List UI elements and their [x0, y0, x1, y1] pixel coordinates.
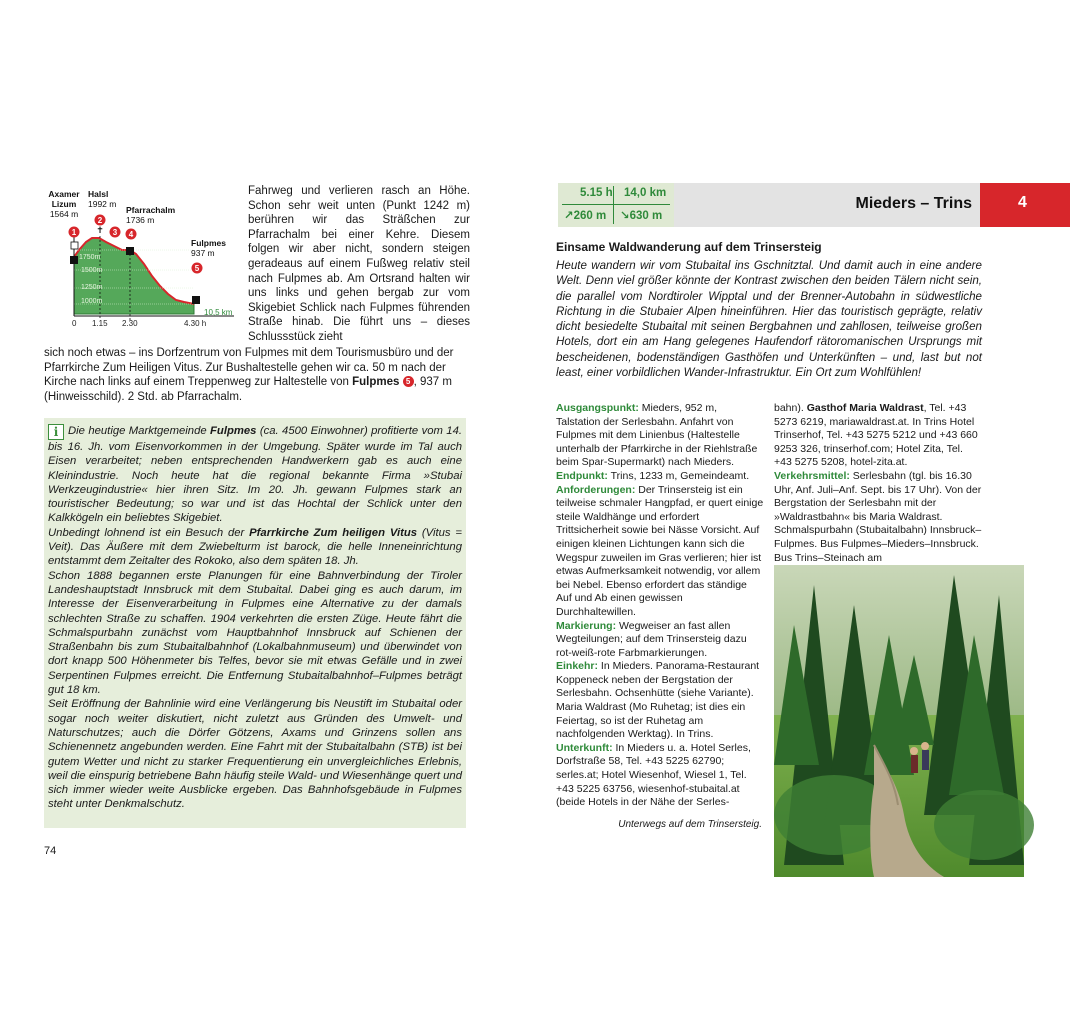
- info-paragraph: Seit Eröffnung der Bahnlinie wird eine Verlängerung bis Neustift im Stubaital oder sogar noch weiter diskutiert, nicht zuletzt aus Gründen des Umwelt- und Naturschutzes; auch die Dörfer Götzens, Axams und Grinzens sollen ans Schienennetz angebunden werden. Eine Fahrt mit der Stubaitalbahn (STB) ist bei gutem Wetter und nicht zu starker Frequentierung ein unvergleichliches Erlebnis, weil die einspurig betriebene Bahn häufig steile Wald- und Wiesenhänge quert und sich immer wieder weite Ausblicke ergeben. Das Bahnhofsgebäude in Fulpmes steht unter Denkmalschutz.: [48, 698, 462, 811]
- info-bold: Fulpmes: [210, 425, 257, 437]
- profile-y-tick: 1750m: [79, 254, 101, 261]
- fact-text: Mieders, 952 m, Talstation der Serlesbahn. Anfahrt von Fulpmes mit dem Linienbus (Haltestelle unterhalb der Pfarrkirche in der Riehlstraße beim Spar-Supermarkt) nach Mieders.: [556, 402, 758, 469]
- profile-label-fulpmes: [191, 238, 226, 258]
- info-text: Unbedingt lohnend ist ein Besuch der: [48, 526, 250, 539]
- profile-x-tick: 4.30 h: [184, 319, 207, 328]
- route-header: [558, 183, 1027, 227]
- fact-bold: Gasthof Maria Waldrast: [806, 402, 924, 414]
- profile-point-elevation: 1736 m: [126, 215, 155, 225]
- facts-column-2: [774, 402, 982, 565]
- fact-text: Trins, 1233 m, Gemeindeamt.: [607, 469, 750, 482]
- profile-y-tick: 1500m: [81, 267, 103, 274]
- profile-point-name: Axamer Lizum: [48, 189, 80, 209]
- info-box: [44, 418, 466, 828]
- route-description-text: sich noch etwas – ins Dorfzentrum von Fulpmes mit dem Tourismusbüro und der Pfarrkirche Zum Heiligen Vitus. Zur Bushaltestelle gehen wir ca. 50 m nach der Kirche nach links auf einem Treppenweg zur Haltestelle von: [44, 347, 454, 389]
- fact-text: In Mieders u. a. Hotel Serles, Dorfstraße 58, Tel. +43 5225 62790; serles.at; Hotel Wiesenhof, Wiesel 1, Tel. +43 5225 63756, wiesenhof-stubaital.at (beide Hotels in der Nähe der Serles-: [556, 741, 751, 809]
- photo-caption: Unterwegs auf dem Trinsersteig.: [618, 819, 762, 830]
- label-refreshment: Einkehr:: [556, 660, 599, 673]
- fact-text: Der Trinsersteig ist ein teilweise schmaler Hangpfad, er quert einige steile Waldhänge und erfordert Trittsicherheit sowie bei Nässe Vorsicht. Auf einigen kleinen Lichtungen kann sich die Wegspur zuweilen im Gras verlieren; hier ist etwas Aufmerksamkeit notwendig, vor allem bei Nebel. Ebenso erfordert das ständige Auf und Ab einen gewissen Durchhaltewillen.: [556, 483, 764, 618]
- profile-point-elevation: 1992 m: [88, 199, 117, 209]
- route-title: Mieders – Trins: [855, 195, 972, 212]
- profile-distance: 10,5 km: [204, 308, 233, 317]
- info-paragraph: [48, 424, 462, 526]
- profile-x-tick: 1.15: [92, 319, 108, 328]
- profile-x-tick: 2.30: [122, 319, 138, 328]
- profile-point-elevation: 1564 m: [49, 209, 79, 219]
- label-requirements: Anforderungen:: [556, 483, 636, 496]
- svg-text:2: 2: [97, 216, 103, 225]
- route-intro: Heute wandern wir vom Stubaital ins Gschnitztal. Und damit auch in eine andere Welt. Denn viel größer könnte der Kontrast zwischen den beiden Tälern nicht sein, die parallel vom Nordtiroler Wipptal und der Brenner-Autobahn in südwestliche Richtung in die Stubaier Alpen hineinführen. Hier das touristisch geprägte, relativ dicht besiedelte Stubaital mit seinen Bergbahnen und zahllosen, teilweise großen Hotels, dort ein am Hang gelegenes Haufendorf rätoromanischen Ursprungs mit bescheidenen, bodenständigen Gasthöfen und Unterkünften – und, last but not least, einer vorbildlichen Wander-Infrastruktur. Ein Ort zum Wohlfühlen!: [556, 259, 982, 380]
- facts-column-1: [556, 402, 764, 810]
- profile-point-elevation: 937 m: [191, 248, 215, 258]
- fact-text: Wegweiser an fast allen Wegteilungen; auf dem Trinsersteig dazu rot-weiß-rote Farbmarkierungen.: [556, 619, 747, 659]
- profile-point-name: Halsl: [88, 189, 109, 199]
- svg-text:5: 5: [194, 264, 200, 273]
- fact-text: bahn).: [774, 402, 807, 414]
- left-page: [0, 0, 512, 1024]
- info-paragraph: Schon 1888 begannen erste Planungen für eine Bahnverbindung der Tiroler Landeshauptstadt Innsbruck mit dem Stubaital. Dabei ging es auch darum, im Interesse der Eisenverarbeitung in Fulpmes eine Alternative zu der damals schlechten Straße zu schaffen. 1904 verkehrten die ersten Züge. Heute fährt die Schmalspurbahn zunächst vom Hauptbahnhof Innsbruck auf Schienen der Straßenbahn bis zum Stubaitalbahnhof (Lokalbahnmuseum) und überwindet von dort knapp 500 Höhenmeter bis Telfes, bevor sie mit etwas Gefälle und in zwei Serpentinen Fulpmes erreicht. Die Entfernung Stubaitalbahnhof–Fulpmes beträgt gut 18 km.: [48, 569, 462, 697]
- trail-photo: [774, 565, 1024, 877]
- label-accommodation: Unterkunft:: [556, 741, 613, 754]
- profile-point-name: Pfarrachalm: [126, 205, 176, 215]
- stat-duration: 5.15 h: [580, 187, 613, 199]
- stats-divider: [562, 204, 670, 205]
- stat-descent: ↘630 m: [620, 210, 663, 222]
- label-end: Endpunkt:: [556, 469, 608, 482]
- route-stats: [558, 183, 674, 227]
- info-text: (ca. 4500 Einwohner) profitierte vom 14. bis 16. Jh. vom Eisenvorkommen in der Umgebung. Später wurde im Tal auch Eisen verarbeitet; neben entsprechenden Handwerkern gab es auch eine Kleinindustrie. Noch heute hat die regional bekannte Firma »Stubai Werkzeugindustrie« hier ihren Sitz. Im 20. Jh. gewann Fulpmes stark an touristischer Bedeutung; so war und ist das Hochtal der Schlick unter den Kalkkögeln ein beliebtes Skigebiet.: [48, 425, 462, 525]
- route-description-top: Fahrweg und verlieren rasch an Höhe. Schon sehr weit unten (Punkt 1242 m) berühren wir das Sträßchen zur Pfarrachalm bei einer Kehre. Diesem folgen wir aber nicht, sondern steigen geradeaus auf einem Fußweg relativ steil nach Fulpmes ab. Am Ortsrand halten wir uns links und gehen bergab zur vom Skigebiet Schlick nach Fulpmes führenden Straße hinab. Die führt uns – dieses Schlussstück zieht: [248, 185, 470, 343]
- profile-point-name: Fulpmes: [191, 238, 226, 248]
- profile-label-halsl: [88, 189, 116, 209]
- profile-x-tick: 0: [72, 319, 77, 328]
- title-bar: [674, 183, 980, 227]
- profile-label-axamer: [46, 189, 82, 219]
- route-description-bottom: [44, 346, 470, 404]
- svg-text:4: 4: [128, 230, 134, 239]
- page-number: 74: [44, 845, 57, 857]
- place-name: Fulpmes: [352, 376, 400, 389]
- fact-text: In Mieders. Panorama-Restaurant Koppeneck neben der Bergstation der Serlesbahn. Ochsenhütte (siehe Variante). Maria Waldrast (Mo Ruhetag; ist dies ein Feiertag, so ist der Ruhetag am nachfolgenden Werktag). In Trins.: [556, 660, 760, 741]
- stat-ascent: ↗260 m: [564, 210, 607, 222]
- waypoint-marker: 5: [403, 376, 414, 387]
- stats-divider: [613, 186, 614, 224]
- profile-y-tick: 1000m: [81, 298, 103, 305]
- profile-label-pfarrachalm: [126, 205, 175, 225]
- forest-path-image: [774, 565, 1024, 877]
- profile-y-tick: 1250m: [81, 284, 103, 291]
- label-start: Ausgangspunkt:: [556, 402, 639, 414]
- fact-text: Serlesbahn (tgl. bis 16.30 Uhr, Anf. Juli–Anf. Sept. bis 17 Uhr). Von der Bergstation der Serlesbahn mit der »Waldrastbahn« bis Maria Waldrast. Schmalspurbahn (Stubaitalbahn) Innsbruck–Fulpmes. Bus Fulpmes–Mieders–Innsbruck. Bus Trins–Steinach am: [774, 469, 982, 564]
- route-number-box: [980, 183, 1070, 227]
- route-description-text: , 937 m (Hinweisschild). 2 Std. ab Pfarrachalm.: [44, 376, 452, 403]
- elevation-profile: [44, 180, 244, 340]
- svg-text:✝: ✝: [96, 225, 104, 235]
- stat-distance: 14,0 km: [624, 187, 667, 199]
- info-text: Die heutige Marktgemeinde: [68, 425, 211, 437]
- route-subtitle: Einsame Waldwanderung auf dem Trinsersteig: [556, 240, 822, 254]
- fact-text: , Tel. +43 5273 6219, mariawaldrast.at. In Trins Hotel Trinserhof, Tel. +43 5275 5212 und +43 660 9253 326, trinserhof.com; Hotel Zita, Tel. +43 5275 5208, hotel-zita.at.: [774, 402, 978, 469]
- svg-text:3: 3: [112, 228, 118, 237]
- label-transport: Verkehrsmittel:: [774, 469, 850, 482]
- svg-text:1: 1: [71, 228, 77, 237]
- label-marking: Markierung:: [556, 619, 617, 632]
- info-bold: Pfarrkirche Zum heiligen Vitus: [249, 526, 418, 539]
- info-paragraph: [48, 526, 462, 569]
- info-text: (Vitus = Veit). Das Äußere mit dem Zwiebelturm ist barock, die helle Inneneinrichtung entstammt dem Zeitalter des Rokoko, also dem späten 18. Jh.: [48, 526, 462, 568]
- route-number: 4: [1018, 194, 1027, 211]
- info-icon: i: [48, 424, 64, 440]
